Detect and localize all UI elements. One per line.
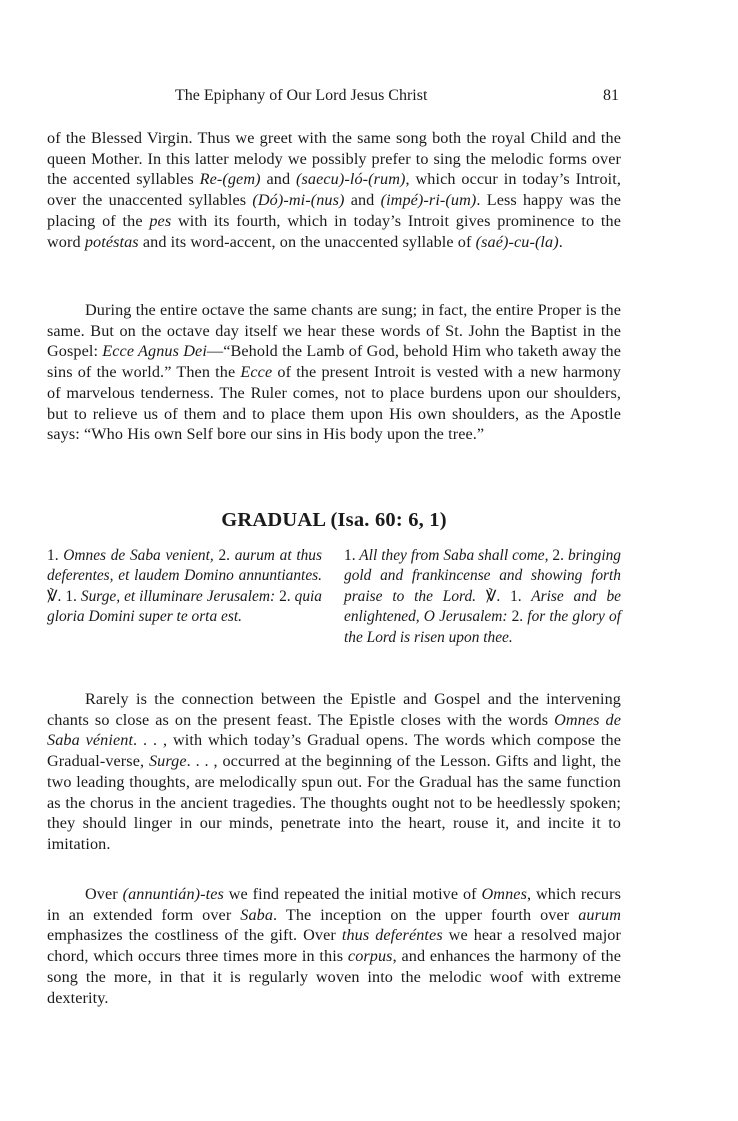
page-number: 81 xyxy=(603,87,619,104)
paragraph-text: of the Blessed Virgin. Thus we greet with the same song both the royal Child and the queen Mother. In this latter melody we possibly prefer to sing the melodic forms over the accented syllables Re-(gem) and (saecu)-ló-(rum), which occur in today’s Introit, over the unaccented syllables (Dó)-mi-(nus) and (impé)-ri-(um). Less happy was the placing of the pes with its fourth, which in today’s Introit gives prominence to the word potéstas and its word-accent, on the unaccented syllable of (saé)-cu-(la). xyxy=(47,129,622,251)
heading-word: GRADUAL xyxy=(221,509,326,531)
paragraph-octave xyxy=(47,300,621,445)
paragraph-melody xyxy=(47,884,621,1008)
running-title: The Epiphany of Our Lord Jesus Christ xyxy=(175,87,428,104)
gradual-english-text: 1. All they from Saba shall come, 2. bringing gold and frankincense and showing forth praise to the Lord. ℣. 1. Arise and be enlightened, O Jerusalem: 2. for the glory of the Lord is risen upon thee. xyxy=(344,547,621,646)
section-heading-gradual xyxy=(47,509,621,532)
heading-reference: (Isa. 60: 6, 1) xyxy=(330,509,447,531)
gradual-latin-text: 1. Omnes de Saba venient, 2. aurum at thus deferentes, et laudem Domino annuntiantes. ℣. 1. Surge, et illuminare Jerusalem: 2. quia gloria Domini super te orta est. xyxy=(47,547,322,626)
paragraph-text: Rarely is the connection between the Epistle and Gospel and the intervening chants so close as on the present feast. The Epistle closes with the words Omnes de Saba vénient. . . , with which today’s Gradual opens. The words which compose the Gradual-verse, Surge. . . , occurred at the beginning of the Lesson. Gifts and light, the two leading thoughts, are melodically spun out. For the Gradual has the same function as the chorus in the ancient tragedies. The thoughts ought not to be heedlessly spoken; they should linger in our minds, penetrate into the heart, rouse it, and incite it to imitation. xyxy=(47,690,622,853)
paragraph-text: During the entire octave the same chants are sung; in fact, the entire Proper is the same. But on the octave day itself we hear these words of St. John the Baptist in the Gospel: Ecce Agnus Dei—“Behold the Lamb of God, behold Him who taketh away the sins of the world.” Then the Ecce of the present Introit is vested with a new harmony of marvelous tenderness. The Ruler comes, not to place burdens upon our shoulders, but to relieve us of them and to place them upon His own shoulders, as the Apostle says: “Who His own Self bore our sins in His body upon the tree.” xyxy=(47,301,622,444)
paragraph-continuation xyxy=(47,128,621,252)
paragraph-connection xyxy=(47,689,621,855)
paragraph-text: Over (annuntián)-tes we find repeated the initial motive of Omnes, which recurs in an extended form over Saba. The inception on the upper fourth over aurum emphasizes the costliness of the gift. Over thus deferéntes we hear a resolved major chord, which occurs three times more in this corpus, and enhances the harmony of the song the more, in that it is regularly woven into the melodic woof with extreme dexterity. xyxy=(47,885,621,1007)
